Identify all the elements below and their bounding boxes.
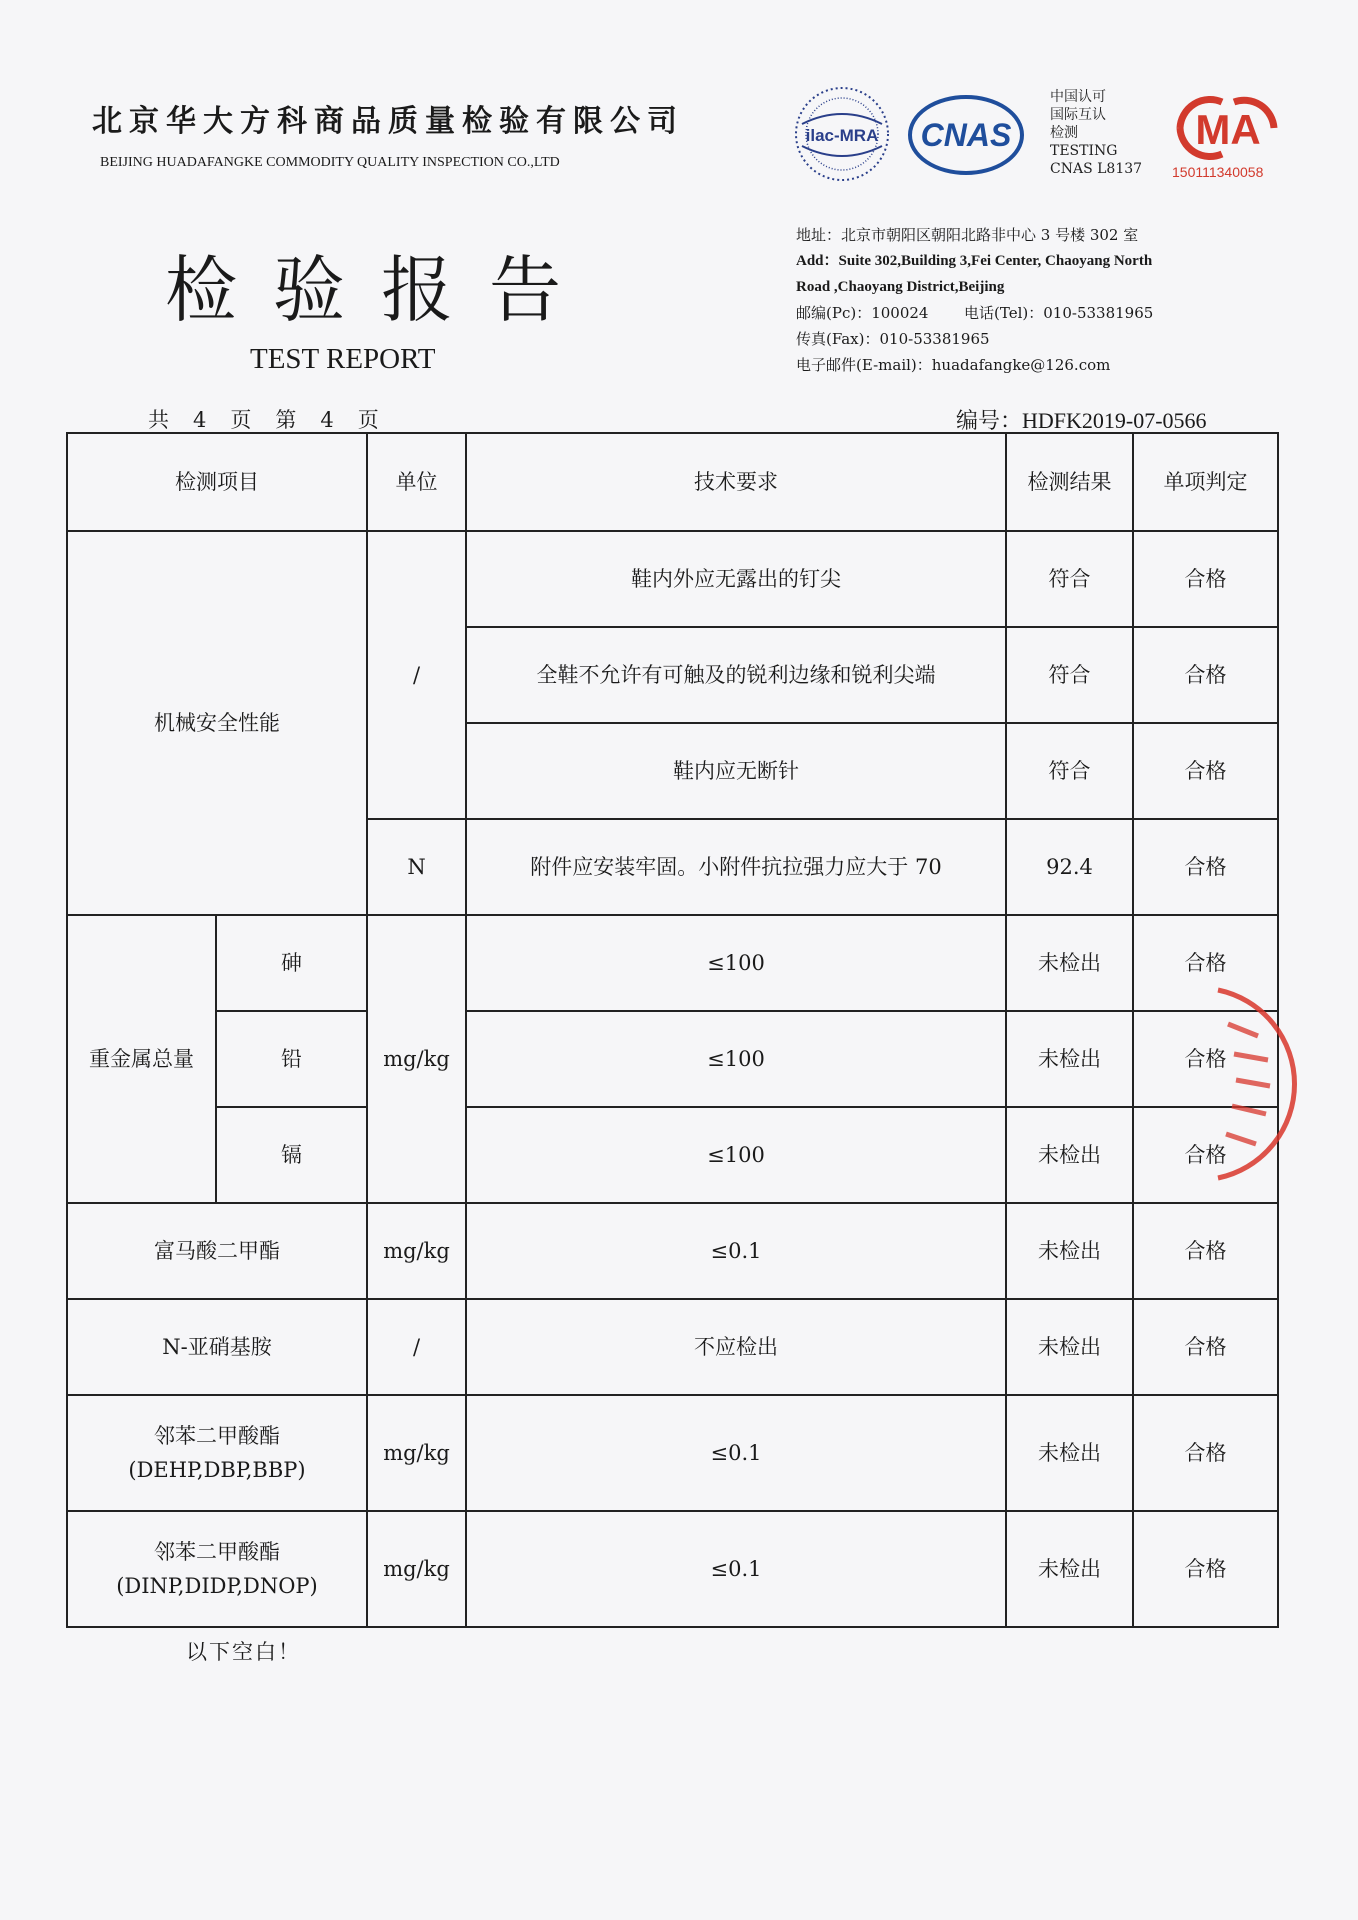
result-cell: 未检出 — [1006, 1107, 1133, 1203]
unit-cell: mg/kg — [367, 1395, 466, 1511]
requirement-cell: 全鞋不允许有可触及的锐利边缘和锐利尖端 — [466, 627, 1006, 723]
cma-logo — [1172, 94, 1282, 162]
result-cell: 未检出 — [1006, 1011, 1133, 1107]
report-number: 编号：HDFK2019-07-0566 — [956, 408, 1207, 433]
address-cn: 地址：北京市朝阳区朝阳北路非中心 3 号楼 302 室 — [796, 226, 1139, 244]
cnas-line: 检测 — [1050, 125, 1078, 141]
table-row — [67, 1011, 1278, 1107]
page-unit: 页 — [230, 408, 254, 432]
requirement-cell: ≤100 — [466, 1107, 1006, 1203]
requirement-cell: ≤100 — [466, 915, 1006, 1011]
table-row — [67, 1203, 1278, 1299]
item-name: 邻苯二甲酸酯 — [154, 1540, 280, 1564]
table-row — [67, 1299, 1278, 1395]
cnas-line: TESTING — [1050, 143, 1118, 159]
result-cell: 未检出 — [1006, 1395, 1133, 1511]
company-name-cn: 北京华大方科商品质量检验有限公司 — [92, 104, 684, 139]
result-cell: 未检出 — [1006, 915, 1133, 1011]
sub-item-cell: 砷 — [216, 915, 367, 1011]
header-requirement: 技术要求 — [466, 433, 1006, 531]
table-row — [67, 1511, 1278, 1627]
item-cell: N-亚硝基胺 — [67, 1299, 367, 1395]
result-cell: 未检出 — [1006, 1511, 1133, 1627]
verdict-cell: 合格 — [1133, 1107, 1278, 1203]
unit-cell: mg/kg — [367, 1203, 466, 1299]
verdict-cell: 合格 — [1133, 627, 1278, 723]
requirement-cell: ≤100 — [466, 1011, 1006, 1107]
verdict-cell: 合格 — [1133, 1299, 1278, 1395]
page-current: 4 — [320, 408, 336, 432]
item-cell — [67, 1395, 367, 1511]
ilac-mra-logo — [792, 84, 892, 184]
page-total-label: 共 — [148, 408, 171, 432]
verdict-cell: 合格 — [1133, 819, 1278, 915]
table-row — [67, 1395, 1278, 1511]
table-row — [67, 531, 1278, 627]
verdict-cell: 合格 — [1133, 531, 1278, 627]
result-cell: 92.4 — [1006, 819, 1133, 915]
result-cell: 符合 — [1006, 723, 1133, 819]
page-info — [148, 404, 403, 434]
unit-cell: / — [367, 1299, 466, 1395]
header-result: 检测结果 — [1006, 433, 1133, 531]
contact-block — [796, 222, 1153, 378]
cnas-line: 国际互认 — [1050, 107, 1106, 123]
cma-logo-text: MA — [1195, 106, 1261, 153]
cnas-logo — [906, 94, 1026, 176]
fax: 传真(Fax)：010-53381965 — [796, 330, 990, 348]
company-name-en: BEIJING HUADAFANGKE COMMODITY QUALITY INSPECTION CO.,LTD — [100, 155, 560, 170]
requirement-cell: 不应检出 — [466, 1299, 1006, 1395]
ilac-logo-text: ilac-MRA — [805, 126, 879, 145]
unit-cell: mg/kg — [367, 915, 466, 1203]
requirement-cell: 鞋内外应无露出的钉尖 — [466, 531, 1006, 627]
result-cell: 符合 — [1006, 627, 1133, 723]
phone: 电话(Tel)：010-53381965 — [964, 304, 1154, 322]
verdict-cell: 合格 — [1133, 723, 1278, 819]
table-header-row — [67, 433, 1278, 531]
table-row — [67, 915, 1278, 1011]
results-table — [66, 432, 1279, 1628]
requirement-cell: ≤0.1 — [466, 1511, 1006, 1627]
item-detail: (DEHP,DBP,BBP) — [128, 1458, 306, 1482]
unit-cell: / — [367, 531, 466, 819]
table-row — [67, 1107, 1278, 1203]
item-detail: (DINP,DIDP,DNOP) — [116, 1574, 318, 1598]
header-verdict: 单项判定 — [1133, 433, 1278, 531]
email: 电子邮件(E-mail)：huadafangke@126.com — [796, 356, 1111, 374]
cma-number: 150111340058 — [1172, 164, 1264, 180]
page-current-label: 第 — [275, 408, 299, 432]
address-en-line1: Add：Suite 302,Building 3,Fei Center, Chaoyang North — [796, 253, 1153, 269]
cnas-accreditation-text — [1050, 88, 1142, 178]
postcode: 邮编(Pc)：100024 — [796, 304, 929, 322]
sub-item-cell: 铅 — [216, 1011, 367, 1107]
report-title-cn: 检验报告 — [165, 248, 598, 332]
page-total: 4 — [193, 408, 209, 432]
verdict-cell: 合格 — [1133, 1511, 1278, 1627]
header-unit: 单位 — [367, 433, 466, 531]
item-cell: 机械安全性能 — [67, 531, 367, 915]
requirement-cell: ≤0.1 — [466, 1395, 1006, 1511]
unit-cell: N — [367, 819, 466, 915]
verdict-cell: 合格 — [1133, 1203, 1278, 1299]
verdict-cell: 合格 — [1133, 915, 1278, 1011]
item-name: 邻苯二甲酸酯 — [154, 1424, 280, 1448]
sub-item-cell: 镉 — [216, 1107, 367, 1203]
item-cell: 重金属总量 — [67, 915, 216, 1203]
blank-below-note: 以下空白！ — [186, 1640, 301, 1664]
cnas-logo-text: CNAS — [920, 117, 1012, 153]
company-seal-stamp — [1198, 984, 1308, 1184]
item-cell — [67, 1511, 367, 1627]
verdict-cell: 合格 — [1133, 1395, 1278, 1511]
result-cell: 符合 — [1006, 531, 1133, 627]
unit-cell: mg/kg — [367, 1511, 466, 1627]
verdict-cell: 合格 — [1133, 1011, 1278, 1107]
page-unit: 页 — [357, 408, 381, 432]
cnas-line: CNAS L8137 — [1050, 161, 1143, 177]
header-item: 检测项目 — [67, 433, 367, 531]
cnas-line: 中国认可 — [1050, 89, 1106, 105]
requirement-cell: 附件应安装牢固。小附件抗拉强力应大于 70 — [466, 819, 1006, 915]
requirement-cell: ≤0.1 — [466, 1203, 1006, 1299]
result-cell: 未检出 — [1006, 1203, 1133, 1299]
address-en-line2: Road ,Chaoyang District,Beijing — [796, 279, 1005, 295]
result-cell: 未检出 — [1006, 1299, 1133, 1395]
report-title-en: TEST REPORT — [250, 343, 436, 375]
item-cell: 富马酸二甲酯 — [67, 1203, 367, 1299]
requirement-cell: 鞋内应无断针 — [466, 723, 1006, 819]
